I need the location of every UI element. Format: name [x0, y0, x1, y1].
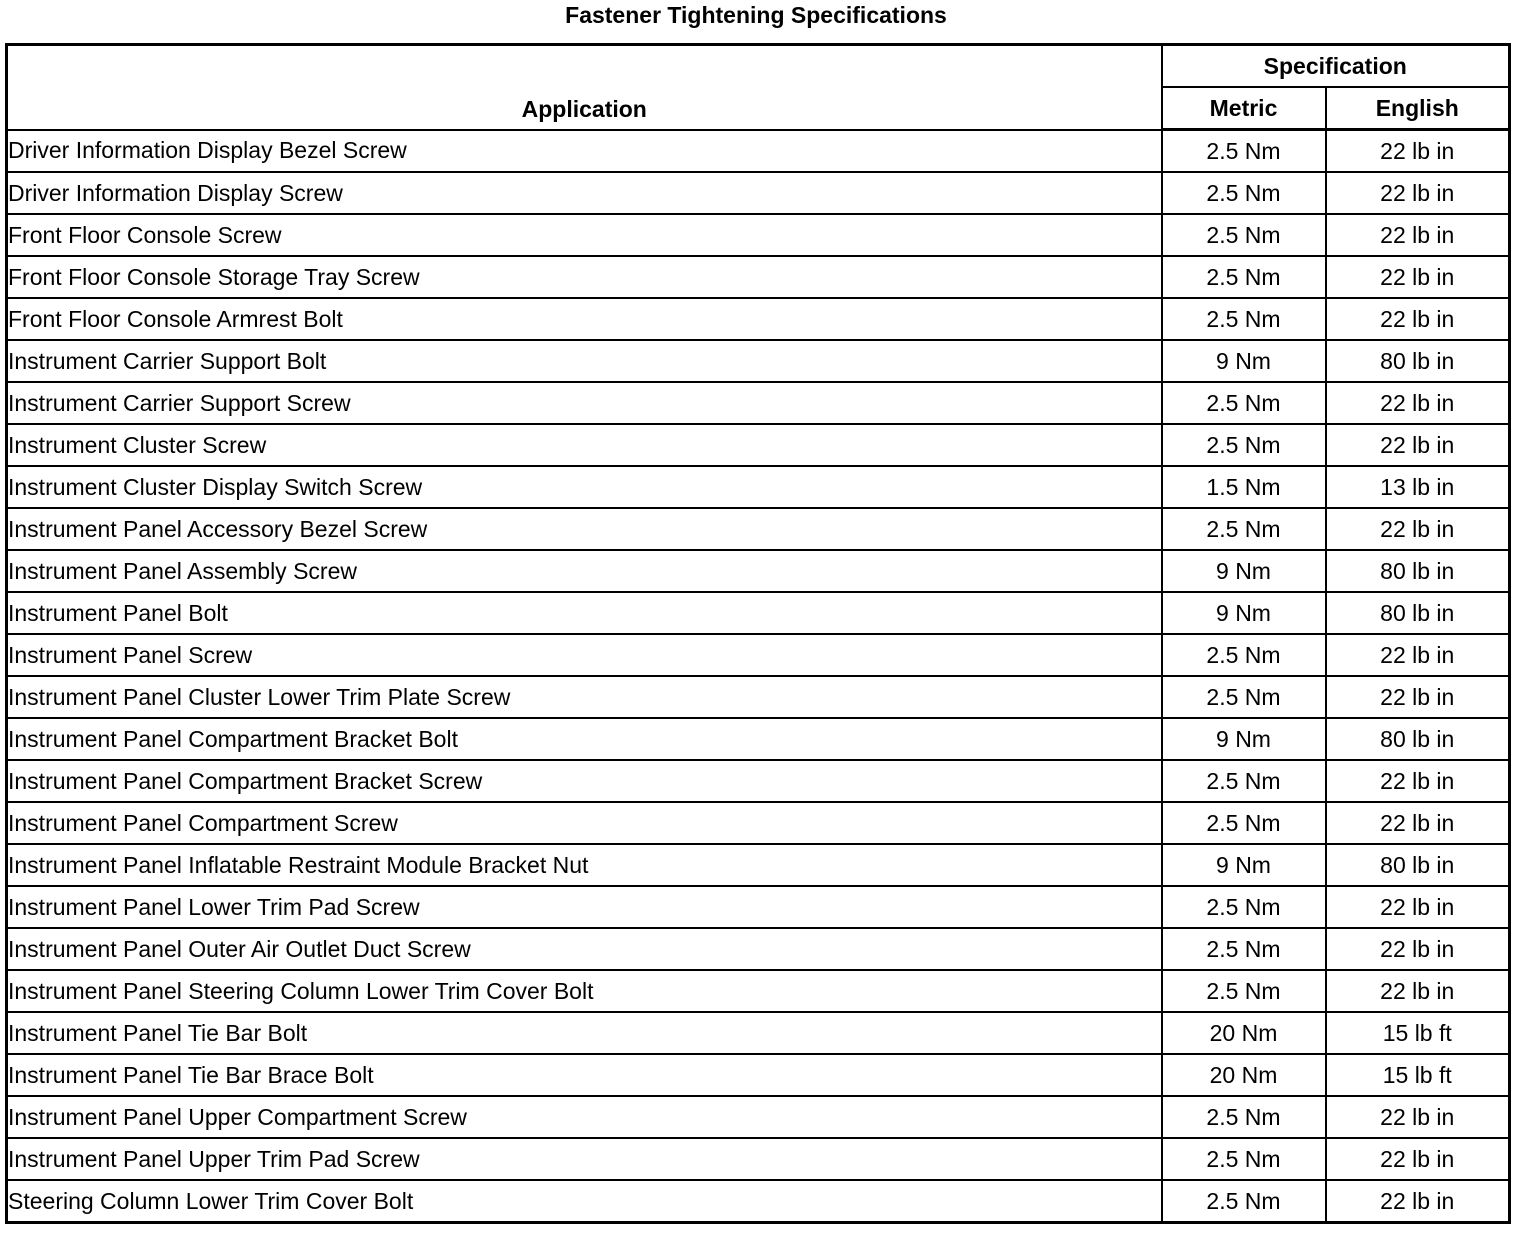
- specification-header: Specification: [1162, 45, 1510, 88]
- english-value-cell: 22 lb in: [1326, 928, 1510, 970]
- table-row: [7, 172, 1510, 214]
- metric-value-cell: 2.5 Nm: [1162, 970, 1326, 1012]
- table-row: [7, 130, 1510, 173]
- header-row-top: [7, 45, 1510, 88]
- table-row: [7, 382, 1510, 424]
- application-cell: Instrument Panel Cluster Lower Trim Plate Screw: [7, 676, 1162, 718]
- application-cell: Instrument Panel Screw: [7, 634, 1162, 676]
- english-value-cell: 22 lb in: [1326, 1138, 1510, 1180]
- application-cell: Instrument Panel Compartment Bracket Bolt: [7, 718, 1162, 760]
- metric-value-cell: 2.5 Nm: [1162, 1180, 1326, 1223]
- application-cell: Instrument Panel Tie Bar Bolt: [7, 1012, 1162, 1054]
- metric-value-cell: 2.5 Nm: [1162, 1138, 1326, 1180]
- english-value-cell: 15 lb ft: [1326, 1054, 1510, 1096]
- table-row: [7, 1180, 1510, 1223]
- table-row: [7, 592, 1510, 634]
- english-value-cell: 22 lb in: [1326, 1096, 1510, 1138]
- table-row: [7, 340, 1510, 382]
- application-cell: Driver Information Display Bezel Screw: [7, 130, 1162, 173]
- table-row: [7, 1054, 1510, 1096]
- english-value-cell: 80 lb in: [1326, 592, 1510, 634]
- english-value-cell: 22 lb in: [1326, 424, 1510, 466]
- english-value-cell: 22 lb in: [1326, 802, 1510, 844]
- english-value-cell: 22 lb in: [1326, 256, 1510, 298]
- application-cell: Steering Column Lower Trim Cover Bolt: [7, 1180, 1162, 1223]
- application-cell: Instrument Panel Bolt: [7, 592, 1162, 634]
- application-cell: Instrument Panel Accessory Bezel Screw: [7, 508, 1162, 550]
- metric-value-cell: 9 Nm: [1162, 592, 1326, 634]
- metric-value-cell: 9 Nm: [1162, 844, 1326, 886]
- metric-value-cell: 2.5 Nm: [1162, 130, 1326, 173]
- metric-value-cell: 2.5 Nm: [1162, 214, 1326, 256]
- table-header: [7, 45, 1510, 130]
- english-value-cell: 22 lb in: [1326, 760, 1510, 802]
- metric-value-cell: 2.5 Nm: [1162, 508, 1326, 550]
- english-value-cell: 80 lb in: [1326, 718, 1510, 760]
- application-cell: Instrument Panel Inflatable Restraint Module Bracket Nut: [7, 844, 1162, 886]
- english-value-cell: 80 lb in: [1326, 340, 1510, 382]
- table-row: [7, 634, 1510, 676]
- table-row: [7, 214, 1510, 256]
- application-cell: Instrument Carrier Support Bolt: [7, 340, 1162, 382]
- application-cell: Instrument Panel Lower Trim Pad Screw: [7, 886, 1162, 928]
- table-row: [7, 844, 1510, 886]
- english-value-cell: 22 lb in: [1326, 382, 1510, 424]
- table-body: [7, 130, 1510, 1223]
- table-row: [7, 760, 1510, 802]
- english-value-cell: 22 lb in: [1326, 298, 1510, 340]
- english-value-cell: 22 lb in: [1326, 634, 1510, 676]
- table-row: [7, 718, 1510, 760]
- table-row: [7, 1096, 1510, 1138]
- metric-value-cell: 2.5 Nm: [1162, 634, 1326, 676]
- english-value-cell: 22 lb in: [1326, 676, 1510, 718]
- table-row: [7, 970, 1510, 1012]
- application-cell: Instrument Panel Outer Air Outlet Duct Screw: [7, 928, 1162, 970]
- application-cell: Driver Information Display Screw: [7, 172, 1162, 214]
- table-row: [7, 508, 1510, 550]
- application-cell: Front Floor Console Screw: [7, 214, 1162, 256]
- english-value-cell: 22 lb in: [1326, 1180, 1510, 1223]
- application-cell: Instrument Cluster Screw: [7, 424, 1162, 466]
- english-value-cell: 22 lb in: [1326, 172, 1510, 214]
- table-row: [7, 1138, 1510, 1180]
- metric-value-cell: 2.5 Nm: [1162, 760, 1326, 802]
- table-row: [7, 928, 1510, 970]
- metric-value-cell: 2.5 Nm: [1162, 424, 1326, 466]
- application-cell: Instrument Panel Assembly Screw: [7, 550, 1162, 592]
- english-value-cell: 22 lb in: [1326, 130, 1510, 173]
- metric-value-cell: 2.5 Nm: [1162, 1096, 1326, 1138]
- metric-value-cell: 20 Nm: [1162, 1012, 1326, 1054]
- english-header: English: [1326, 87, 1510, 130]
- english-value-cell: 22 lb in: [1326, 508, 1510, 550]
- table-row: [7, 256, 1510, 298]
- application-cell: Instrument Carrier Support Screw: [7, 382, 1162, 424]
- metric-value-cell: 2.5 Nm: [1162, 172, 1326, 214]
- metric-value-cell: 2.5 Nm: [1162, 676, 1326, 718]
- metric-value-cell: 20 Nm: [1162, 1054, 1326, 1096]
- english-value-cell: 22 lb in: [1326, 214, 1510, 256]
- table-row: [7, 802, 1510, 844]
- table-row: [7, 886, 1510, 928]
- table-row: [7, 466, 1510, 508]
- metric-value-cell: 9 Nm: [1162, 550, 1326, 592]
- english-value-cell: 15 lb ft: [1326, 1012, 1510, 1054]
- metric-value-cell: 2.5 Nm: [1162, 298, 1326, 340]
- metric-value-cell: 2.5 Nm: [1162, 382, 1326, 424]
- english-value-cell: 80 lb in: [1326, 844, 1510, 886]
- table-row: [7, 550, 1510, 592]
- english-value-cell: 22 lb in: [1326, 886, 1510, 928]
- application-cell: Front Floor Console Storage Tray Screw: [7, 256, 1162, 298]
- application-cell: Front Floor Console Armrest Bolt: [7, 298, 1162, 340]
- application-cell: Instrument Cluster Display Switch Screw: [7, 466, 1162, 508]
- table-row: [7, 424, 1510, 466]
- application-header: Application: [7, 45, 1162, 130]
- metric-value-cell: 2.5 Nm: [1162, 802, 1326, 844]
- fastener-spec-table: [5, 43, 1511, 1224]
- english-value-cell: 22 lb in: [1326, 970, 1510, 1012]
- metric-value-cell: 2.5 Nm: [1162, 928, 1326, 970]
- application-cell: Instrument Panel Compartment Bracket Screw: [7, 760, 1162, 802]
- metric-value-cell: 9 Nm: [1162, 718, 1326, 760]
- english-value-cell: 13 lb in: [1326, 466, 1510, 508]
- application-cell: Instrument Panel Upper Trim Pad Screw: [7, 1138, 1162, 1180]
- page-title: Fastener Tightening Specifications: [565, 2, 947, 28]
- metric-value-cell: 1.5 Nm: [1162, 466, 1326, 508]
- metric-value-cell: 2.5 Nm: [1162, 256, 1326, 298]
- english-value-cell: 80 lb in: [1326, 550, 1510, 592]
- application-cell: Instrument Panel Compartment Screw: [7, 802, 1162, 844]
- table-row: [7, 1012, 1510, 1054]
- application-cell: Instrument Panel Upper Compartment Screw: [7, 1096, 1162, 1138]
- metric-value-cell: 9 Nm: [1162, 340, 1326, 382]
- application-cell: Instrument Panel Steering Column Lower Trim Cover Bolt: [7, 970, 1162, 1012]
- application-cell: Instrument Panel Tie Bar Brace Bolt: [7, 1054, 1162, 1096]
- table-row: [7, 676, 1510, 718]
- metric-header: Metric: [1162, 87, 1326, 130]
- table-row: [7, 298, 1510, 340]
- metric-value-cell: 2.5 Nm: [1162, 886, 1326, 928]
